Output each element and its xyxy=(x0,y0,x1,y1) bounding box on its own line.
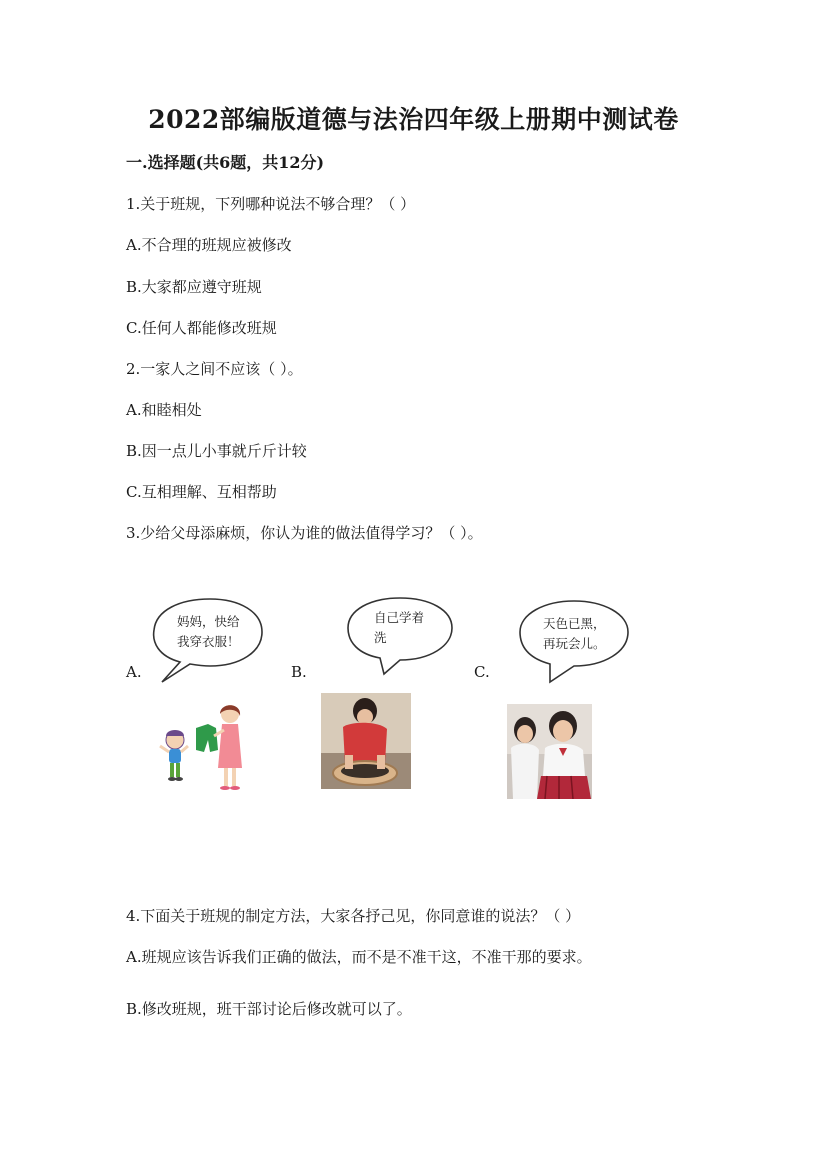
speech-bubble-b-line-2: 洗 xyxy=(374,630,387,645)
question-4-stem: 4.下面关于班规的制定方法，大家各抒己见，你同意谁的说法？（ ） xyxy=(126,907,581,925)
question-3-option-a-label: A. xyxy=(126,663,142,681)
question-4-option-b: B.修改班规，班干部讨论后修改就可以了。 xyxy=(126,1000,412,1018)
section-heading: 一.选择题(共6题，共12分) xyxy=(126,153,325,172)
picture-c-girls-playing xyxy=(507,704,592,799)
question-3-option-b-label: B. xyxy=(291,663,307,681)
speech-bubble-b-shape xyxy=(344,594,456,680)
question-3-option-c-label: C. xyxy=(474,663,490,681)
question-1-option-c: C.任何人都能修改班规 xyxy=(126,319,277,337)
question-2-option-a: A.和睦相处 xyxy=(126,401,202,419)
question-4-option-a: A.班规应该告诉我们正确的做法，而不是不准干这，不准干那的要求。 xyxy=(126,948,592,966)
question-1-stem: 1.关于班规，下列哪种说法不够合理？（ ） xyxy=(126,195,416,213)
speech-bubble-a-line-2: 我穿衣服！ xyxy=(177,634,240,649)
speech-bubble-b-line-1: 自己学着 xyxy=(374,610,425,625)
question-3-stem: 3.少给父母添麻烦，你认为谁的做法值得学习？（ ）。 xyxy=(126,524,483,542)
speech-bubble-b xyxy=(344,594,456,680)
question-1-option-a: A.不合理的班规应被修改 xyxy=(126,236,292,254)
speech-bubble-a-line-1: 妈妈，快给 xyxy=(177,614,240,629)
speech-bubble-c-line-1: 天色已黑， xyxy=(543,616,606,631)
question-2-stem: 2.一家人之间不应该（ ）。 xyxy=(126,360,303,378)
speech-bubble-c-line-2: 再玩会儿。 xyxy=(543,636,606,651)
page-title: 2022部编版道德与法治四年级上册期中测试卷 xyxy=(148,105,679,134)
picture-b-girl-washing xyxy=(321,693,411,789)
question-1-option-b: B.大家都应遵守班规 xyxy=(126,278,262,296)
question-2-option-c: C.互相理解、互相帮助 xyxy=(126,483,277,501)
speech-bubble-a xyxy=(150,594,268,686)
speech-bubble-c xyxy=(516,596,632,688)
picture-a-child-and-mother xyxy=(150,700,250,795)
question-2-option-b: B.因一点儿小事就斤斤计较 xyxy=(126,442,307,460)
